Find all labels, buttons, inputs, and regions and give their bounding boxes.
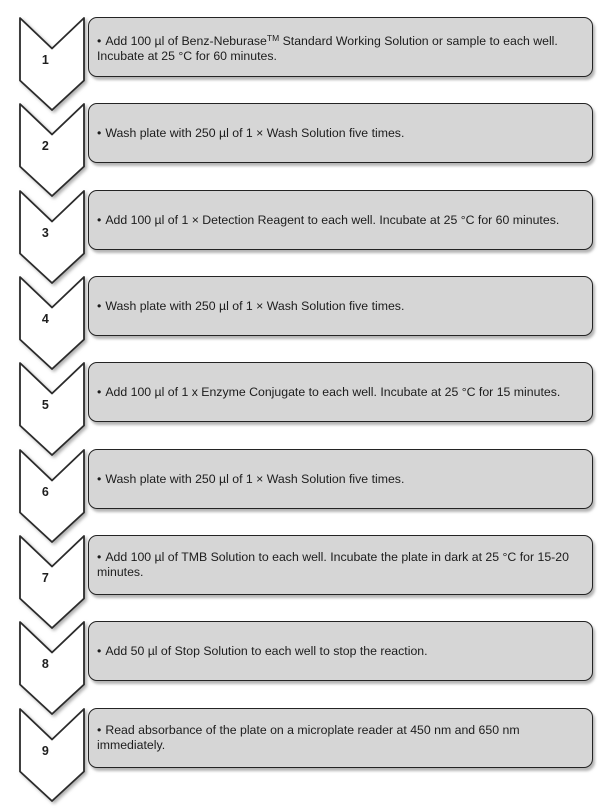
step-text-body: Read absorbance of the plate on a microplate reader at 450 nm and 650 nm immediately. xyxy=(97,723,520,752)
step-2 xyxy=(0,103,616,197)
step-4-chevron xyxy=(19,276,85,370)
step-number: 4 xyxy=(41,312,49,326)
step-5-chevron xyxy=(19,362,85,456)
step-number: 5 xyxy=(41,398,49,412)
step-1-chevron xyxy=(19,17,85,111)
step-text xyxy=(89,124,419,143)
step-1 xyxy=(0,17,616,111)
step-text xyxy=(89,548,592,582)
step-text-body: Add 100 µl of 1 x Enzyme Conjugate to each well. Incubate at 25 °C for 15 minutes. xyxy=(105,384,561,399)
step-text xyxy=(89,297,419,316)
step-9-chevron xyxy=(19,708,85,802)
step-2-box xyxy=(88,103,593,163)
step-text-body: Wash plate with 250 µl of 1 × Wash Solution five times. xyxy=(105,125,405,140)
step-8-chevron xyxy=(19,621,85,715)
step-text-pre: Add 100 µl of Benz-Neburase xyxy=(105,33,267,48)
step-text-body: Wash plate with 250 µl of 1 × Wash Solution five times. xyxy=(105,298,405,313)
step-4-box xyxy=(88,276,593,336)
step-number: 2 xyxy=(41,139,49,153)
step-text xyxy=(89,470,419,489)
step-5-box xyxy=(88,362,593,422)
step-2-chevron xyxy=(19,103,85,197)
step-4 xyxy=(0,276,616,370)
trademark-superscript: TM xyxy=(266,32,280,43)
step-text-body: Add 50 µl of Stop Solution to each well to stop the reaction. xyxy=(105,643,428,658)
step-3-chevron xyxy=(19,190,85,284)
step-text-body: Add 100 µl of TMB Solution to each well. Incubate the plate in dark at 25 °C for 15-20 minutes. xyxy=(97,550,569,579)
bullet-icon: • xyxy=(97,471,102,486)
step-text-body: Wash plate with 250 µl of 1 × Wash Solution five times. xyxy=(105,471,405,486)
bullet-icon: • xyxy=(97,125,102,140)
step-number: 7 xyxy=(41,571,49,585)
step-3-box xyxy=(88,190,593,250)
step-7 xyxy=(0,535,616,629)
step-text xyxy=(89,721,592,755)
step-5 xyxy=(0,362,616,456)
step-9-box xyxy=(88,708,593,768)
step-number: 1 xyxy=(41,53,49,67)
step-number: 8 xyxy=(41,657,49,671)
step-6 xyxy=(0,449,616,543)
bullet-icon: • xyxy=(97,212,102,227)
step-text xyxy=(89,29,592,66)
step-6-box xyxy=(88,449,593,509)
step-number: 3 xyxy=(41,226,49,240)
step-7-box xyxy=(88,535,593,595)
step-text-post: Standard Working Solution or sample to each well. Incubate at 25 °C for 60 minutes. xyxy=(97,33,558,63)
step-6-chevron xyxy=(19,449,85,543)
step-number: 6 xyxy=(41,485,49,499)
step-text-body: Add 100 µl of 1 × Detection Reagent to each well. Incubate at 25 °C for 60 minutes. xyxy=(105,212,560,227)
step-text xyxy=(89,383,575,402)
step-text xyxy=(89,642,443,661)
bullet-icon: • xyxy=(97,723,102,737)
step-8-box xyxy=(88,621,593,681)
step-3 xyxy=(0,190,616,284)
step-1-box xyxy=(88,17,593,77)
step-text xyxy=(89,211,574,230)
step-number: 9 xyxy=(41,744,49,758)
bullet-icon: • xyxy=(97,384,102,399)
step-7-chevron xyxy=(19,535,85,629)
bullet-icon: • xyxy=(97,298,102,313)
bullet-icon: • xyxy=(97,550,102,564)
step-8 xyxy=(0,621,616,715)
bullet-icon: • xyxy=(97,33,102,48)
step-9 xyxy=(0,708,616,802)
bullet-icon: • xyxy=(97,643,102,658)
